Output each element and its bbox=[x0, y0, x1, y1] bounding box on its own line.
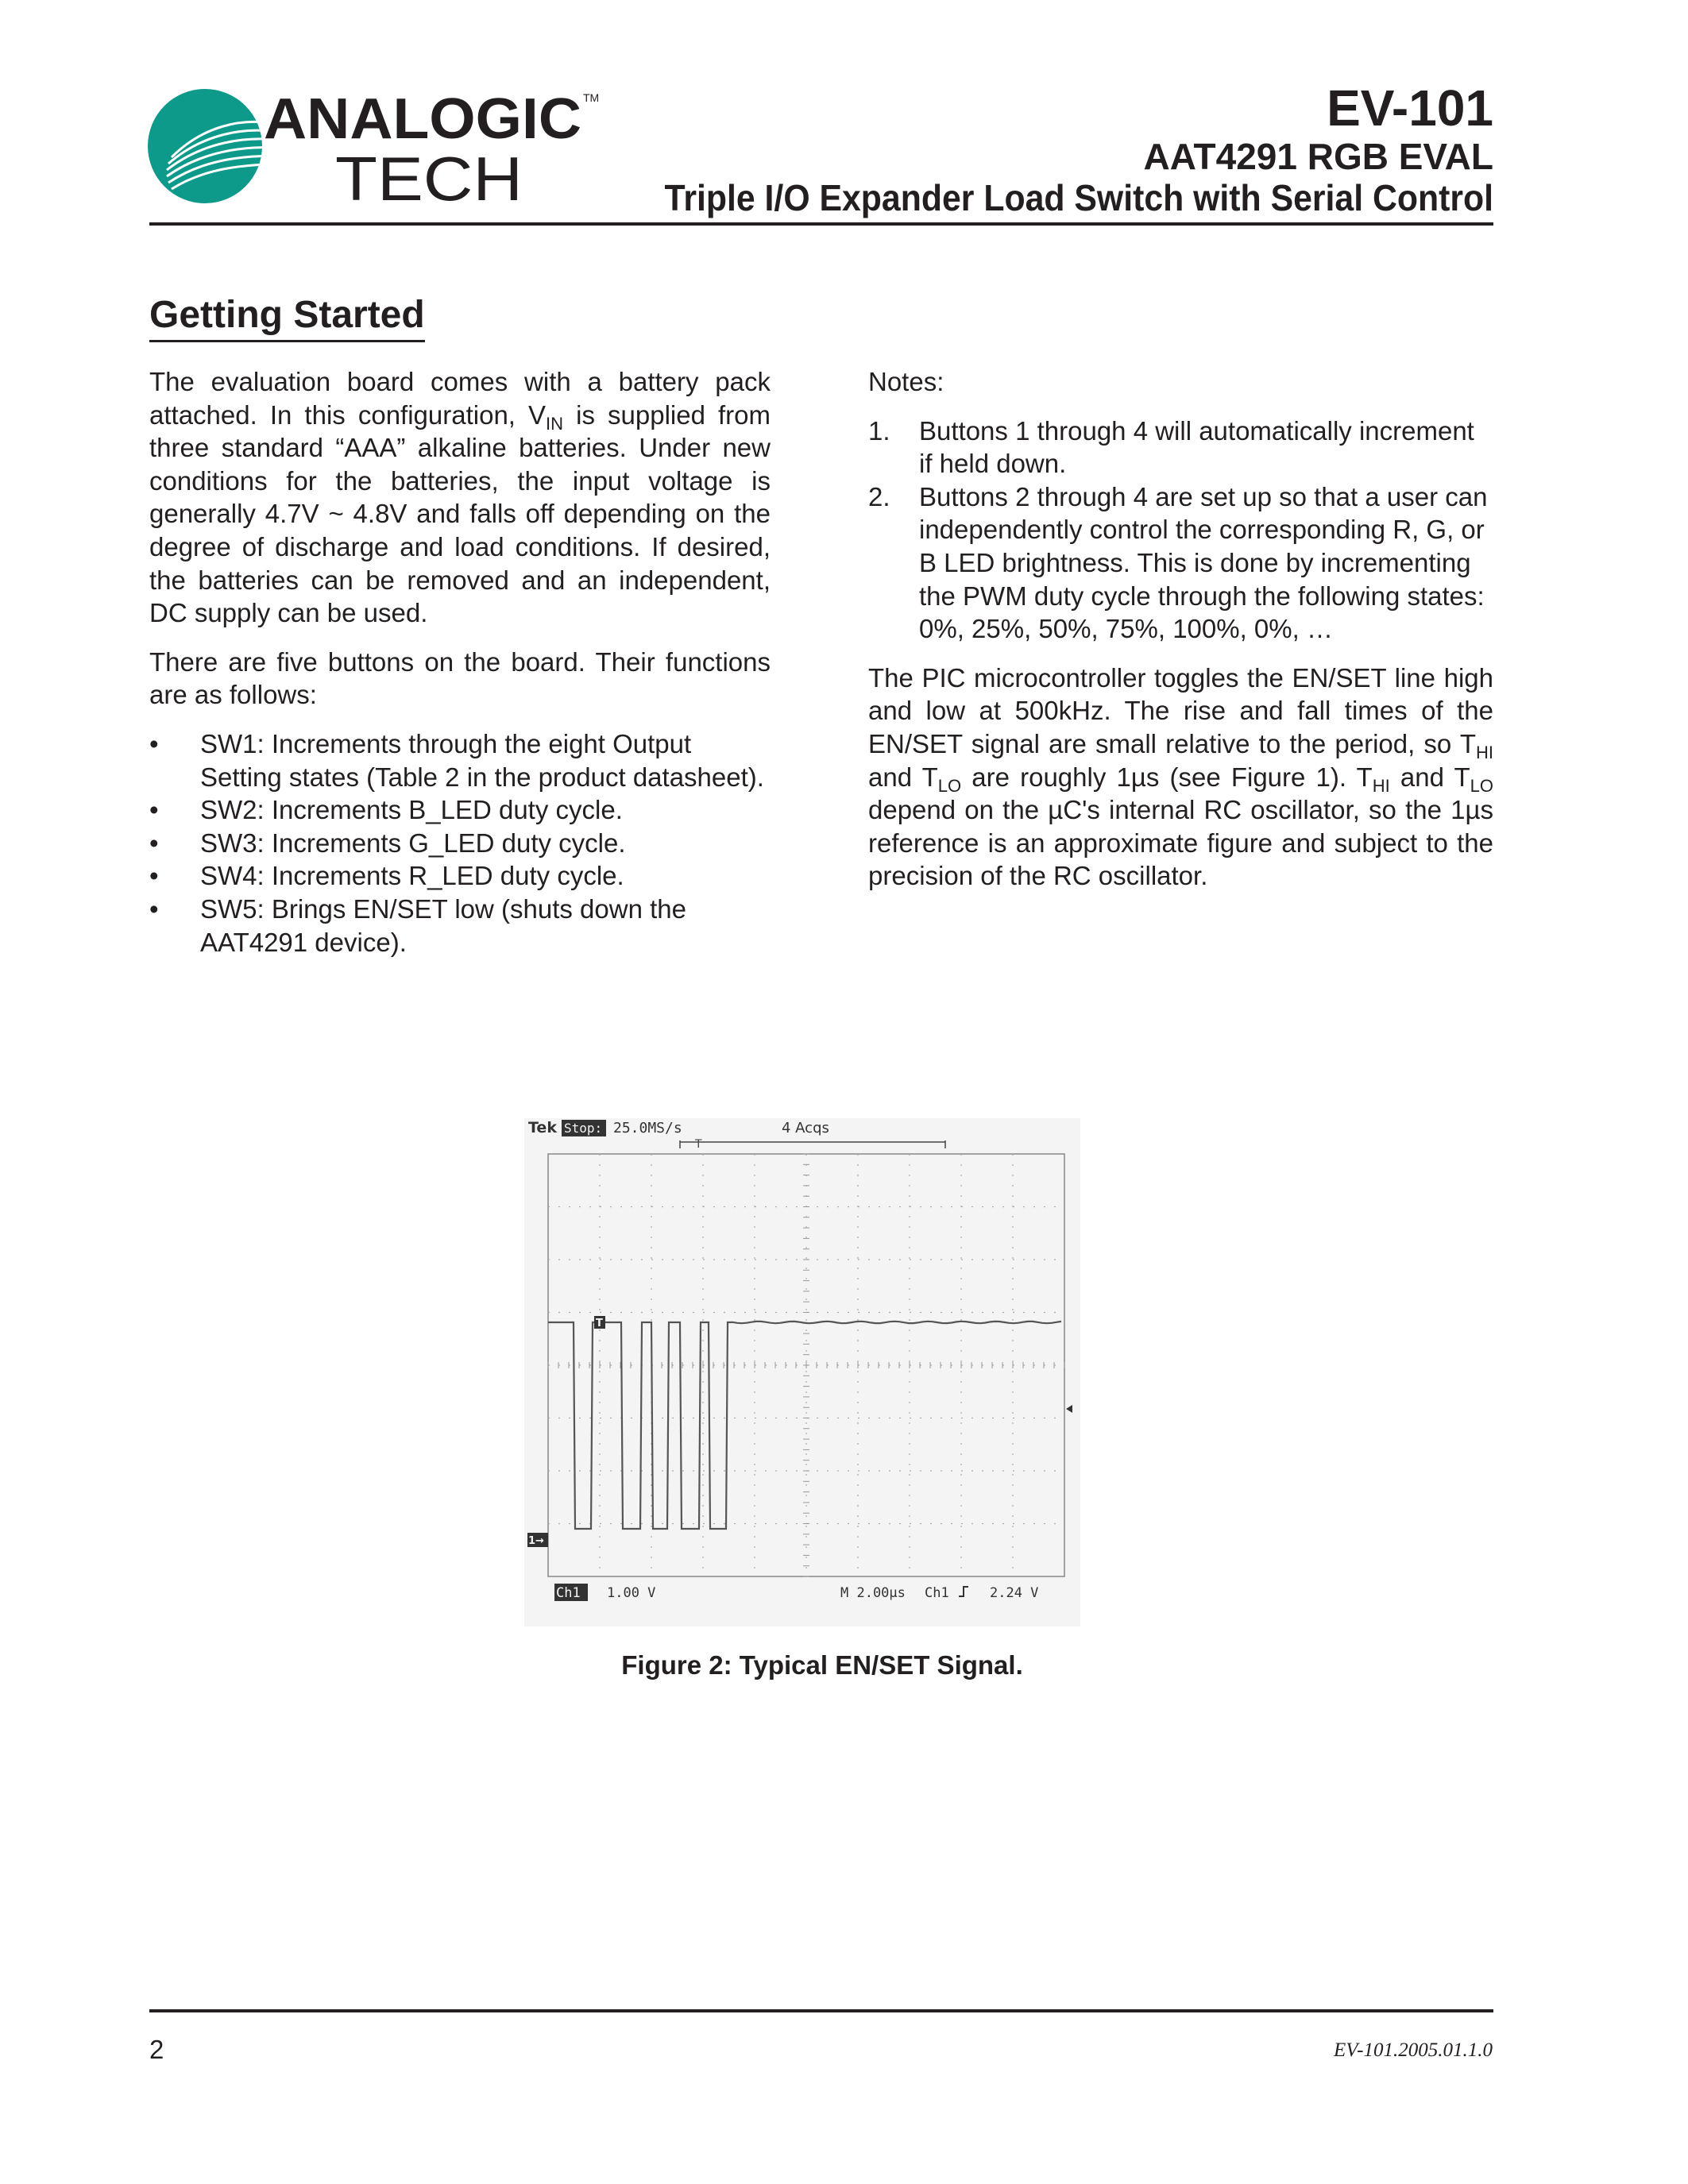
bullet-icon: • bbox=[149, 893, 159, 924]
left-column bbox=[149, 365, 771, 959]
bullet-icon: • bbox=[149, 795, 159, 825]
intro-paragraph-line1: The evaluation board comes with a battery pack bbox=[149, 367, 771, 396]
logo-text-tech: TECH bbox=[335, 144, 523, 211]
intro-paragraph-line2: attached. In this configuration, $V_{IN}$ is supplied from bbox=[149, 399, 771, 434]
list-item: • SW4: Increments R_LED duty cycle. bbox=[149, 859, 771, 893]
page-number: 2 bbox=[149, 2035, 164, 2064]
logo-circle-icon bbox=[148, 89, 262, 203]
volts-per-div: 1.00 V bbox=[607, 1585, 656, 1601]
notes-label: Notes: bbox=[868, 367, 944, 396]
notes-list bbox=[868, 415, 1493, 646]
trigger-position-marker: T bbox=[596, 1318, 603, 1329]
scope-state: Stop: bbox=[564, 1121, 603, 1136]
section-heading: Getting Started bbox=[149, 292, 425, 342]
logo-text-analogic: ANALOGIC bbox=[264, 87, 581, 151]
scope-brand: Tek bbox=[528, 1119, 557, 1136]
time-per-div: M 2.00µs bbox=[840, 1585, 906, 1601]
list-item: 2. Buttons 2 through 4 are set up so that a user can independently control the corresponding R, G, or B LED brightness. This is done by incrementing the PWM duty cycle through the following states: 0%, 25%, 50%, 75%, 100%, 0%, … bbox=[868, 481, 1488, 644]
button-function-list bbox=[149, 727, 771, 959]
right-column bbox=[868, 365, 1493, 893]
list-item: 1. Buttons 1 through 4 will automatically increment if held down. bbox=[868, 415, 1474, 479]
document-subtitle: AAT4291 RGB EVAL bbox=[1143, 136, 1493, 177]
intro-paragraph-rest: three standard “AAA” alkaline batteries. Under new conditions for the batteries, the input voltage is generally 4.7V ~ 4.8V and falls off depending on the degree of discharge and load conditions. If desired, the batteries can be removed and an independent, DC supply can be used. bbox=[149, 433, 771, 628]
list-item: • SW3: Increments G_LED duty cycle. bbox=[149, 827, 771, 860]
bullet-icon: • bbox=[149, 861, 159, 891]
bullet-icon: • bbox=[149, 728, 159, 758]
analogic-tech-logo bbox=[148, 84, 616, 211]
document-description: Triple I/O Expander Load Switch with Serial Control bbox=[664, 177, 1493, 218]
document-id: EV-101 bbox=[1327, 79, 1493, 137]
bullet-icon: • bbox=[149, 828, 159, 858]
scope-acquisitions: 4 Acqs bbox=[782, 1120, 829, 1136]
footer-rule bbox=[149, 2009, 1493, 2012]
channel-label: Ch1 bbox=[556, 1585, 581, 1601]
list-item: • SW2: Increments B_LED duty cycle. bbox=[149, 793, 771, 827]
enset-paragraph: The PIC microcontroller toggles the EN/SET line high and low at 500kHz. The rise and fall times of the EN/SET signal are small relative to the period, so $T_{HI}$ and $T_{LO}$ are roughly 1µs (see Figure 1). $T_{HI}$ and $T_{LO}$ depend on the µC's internal RC oscillator, so the 1µs reference is an approximate figure and subject to the precision of the RC oscillator. bbox=[868, 662, 1493, 891]
scope-sample-rate: 25.0MS/s bbox=[613, 1120, 682, 1136]
header-rule bbox=[149, 222, 1493, 226]
record-trigger-marker: T bbox=[695, 1138, 702, 1151]
trigger-source: Ch1 bbox=[925, 1585, 949, 1601]
footer-document-code: EV-101.2005.01.1.0 bbox=[1334, 2039, 1493, 2061]
oscilloscope-screenshot bbox=[524, 1118, 1080, 1626]
list-item: • SW5: Brings EN/SET low (shuts down the AAT4291 device). bbox=[149, 893, 686, 957]
logo-trademark: TM bbox=[583, 91, 600, 104]
figure-caption: Figure 2: Typical EN/SET Signal. bbox=[621, 1650, 1023, 1680]
channel-ground-marker: 1→ bbox=[528, 1535, 544, 1547]
buttons-intro-paragraph: There are five buttons on the board. Their functions are as follows: bbox=[149, 646, 771, 710]
trigger-level: 2.24 V bbox=[990, 1585, 1039, 1601]
list-item: • SW1: Increments through the eight Output Setting states (Table 2 in the product datasheet). bbox=[149, 728, 764, 792]
